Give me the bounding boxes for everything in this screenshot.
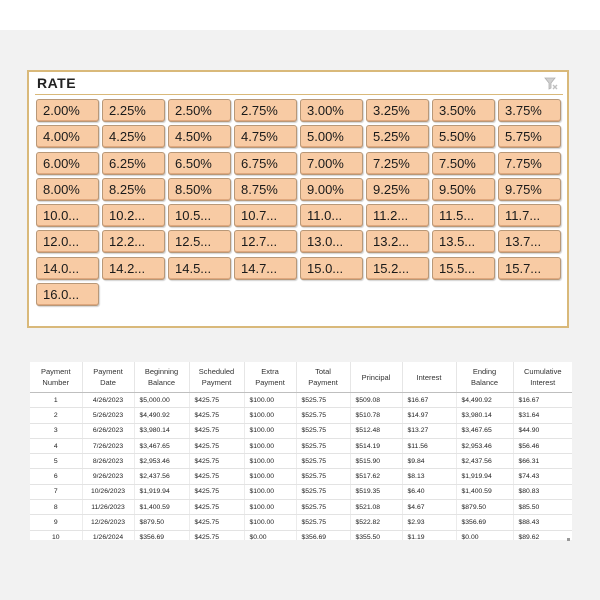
table-cell: 7/26/2023 [82,438,134,453]
table-cell: $100.00 [244,454,296,469]
table-cell: $3,980.14 [456,408,513,423]
table-cell: $80.83 [513,484,572,499]
table-cell: $3,467.65 [134,438,189,453]
table-cell: $74.43 [513,469,572,484]
table-cell: $425.75 [189,438,244,453]
table-cell: $56.46 [513,438,572,453]
table-cell: $525.75 [296,438,350,453]
table-cell: $525.75 [296,500,350,515]
table-cell: $522.82 [350,515,402,530]
rate-button[interactable]: 11.2... [366,204,429,227]
rate-button[interactable]: 16.0... [36,283,99,306]
rate-button[interactable]: 6.50% [168,152,231,175]
table-cell: $519.35 [350,484,402,499]
column-header: Payment Number [30,362,82,393]
table-row [30,484,572,499]
table-cell: $356.69 [456,515,513,530]
table-cell: $44.90 [513,423,572,438]
rate-button[interactable]: 12.5... [168,230,231,253]
table-cell: $5,000.00 [134,393,189,408]
column-header: Extra Payment [244,362,296,393]
table-cell: $525.75 [296,454,350,469]
rate-button[interactable]: 7.25% [366,152,429,175]
table-cell: $100.00 [244,408,296,423]
rate-button[interactable]: 2.50% [168,99,231,122]
table-cell: 6/26/2023 [82,423,134,438]
table-cell: $3,980.14 [134,423,189,438]
table-cell: $6.40 [402,484,456,499]
rate-button[interactable]: 5.25% [366,125,429,148]
resize-handle[interactable] [567,538,570,541]
rate-slicer [27,70,569,328]
rate-button[interactable]: 7.00% [300,152,363,175]
table-cell: $356.69 [296,530,350,540]
rate-button[interactable]: 3.25% [366,99,429,122]
rate-button[interactable]: 12.2... [102,230,165,253]
rate-button[interactable]: 14.7... [234,257,297,280]
table-cell: $4,490.92 [134,408,189,423]
table-cell: $85.50 [513,500,572,515]
table-cell: $425.75 [189,515,244,530]
table-cell: $16.67 [402,393,456,408]
column-header: Scheduled Payment [189,362,244,393]
filter-clear-icon[interactable] [543,76,559,92]
table-cell: $89.62 [513,530,572,540]
table-cell: 1/26/2024 [82,530,134,540]
table-cell: 4/26/2023 [82,393,134,408]
rate-button[interactable]: 5.50% [432,125,495,148]
rate-button[interactable]: 9.00% [300,178,363,201]
table-cell: $525.75 [296,469,350,484]
table-cell: 12/26/2023 [82,515,134,530]
rate-button[interactable]: 10.0... [36,204,99,227]
table-cell: $879.50 [456,500,513,515]
table-cell: 1 [30,393,82,408]
rate-button[interactable]: 10.2... [102,204,165,227]
table-cell: $425.75 [189,484,244,499]
rate-button[interactable]: 3.75% [498,99,561,122]
rate-button[interactable]: 3.00% [300,99,363,122]
table-cell: $100.00 [244,438,296,453]
table-row [30,408,572,423]
table-cell: $425.75 [189,530,244,540]
rate-button[interactable]: 14.0... [36,257,99,280]
table-cell: 2 [30,408,82,423]
table-cell: $31.64 [513,408,572,423]
rate-button[interactable]: 8.50% [168,178,231,201]
table-cell: $879.50 [134,515,189,530]
table-cell: $517.62 [350,469,402,484]
table-cell: $100.00 [244,469,296,484]
rate-button[interactable]: 2.00% [36,99,99,122]
table-cell: $356.69 [134,530,189,540]
table-header-row [30,362,572,393]
rate-button[interactable]: 5.75% [498,125,561,148]
table-cell: $515.90 [350,454,402,469]
table-cell: $525.75 [296,393,350,408]
table-row [30,530,572,540]
rate-button[interactable]: 7.75% [498,152,561,175]
table-cell: $509.08 [350,393,402,408]
table-cell: $2,437.56 [134,469,189,484]
table-cell: 8/26/2023 [82,454,134,469]
table-row [30,515,572,530]
rate-button[interactable]: 6.25% [102,152,165,175]
table-cell: $100.00 [244,500,296,515]
table-cell: $355.50 [350,530,402,540]
table-cell: $100.00 [244,423,296,438]
slicer-header [35,74,563,95]
table-cell: $8.13 [402,469,456,484]
table-cell: 9 [30,515,82,530]
rate-button[interactable]: 6.00% [36,152,99,175]
table-cell: $2,953.46 [456,438,513,453]
rate-button[interactable]: 4.50% [168,125,231,148]
table-cell: 10/26/2023 [82,484,134,499]
column-header: Total Payment [296,362,350,393]
table-cell: $14.97 [402,408,456,423]
table-cell: $510.78 [350,408,402,423]
rate-button[interactable]: 15.5... [432,257,495,280]
table-cell: $425.75 [189,454,244,469]
rate-button[interactable]: 8.00% [36,178,99,201]
rate-button[interactable]: 8.75% [234,178,297,201]
table-cell: 5/26/2023 [82,408,134,423]
table-cell: $1,919.94 [456,469,513,484]
rate-button[interactable]: 12.7... [234,230,297,253]
column-header: Beginning Balance [134,362,189,393]
rate-button[interactable]: 4.00% [36,125,99,148]
table-cell: $1,400.59 [134,500,189,515]
table-cell: $100.00 [244,393,296,408]
table-cell: 10 [30,530,82,540]
table-cell: $425.75 [189,500,244,515]
rate-button[interactable]: 11.0... [300,204,363,227]
rate-button[interactable]: 15.7... [498,257,561,280]
rate-button[interactable]: 13.2... [366,230,429,253]
table-cell: $1,400.59 [456,484,513,499]
table-cell: $512.48 [350,423,402,438]
table-row [30,454,572,469]
table-cell: $425.75 [189,393,244,408]
table-cell: $13.27 [402,423,456,438]
table-cell: 8 [30,500,82,515]
rate-button[interactable]: 15.2... [366,257,429,280]
table-cell: $525.75 [296,515,350,530]
table-cell: $4,490.92 [456,393,513,408]
column-header: Interest [402,362,456,393]
table-cell: $525.75 [296,484,350,499]
column-header: Payment Date [82,362,134,393]
table-cell: $16.67 [513,393,572,408]
table-cell: $2,437.56 [456,454,513,469]
rate-button-grid [36,99,564,306]
table-cell: $0.00 [456,530,513,540]
table-cell: $525.75 [296,423,350,438]
rate-button[interactable]: 3.50% [432,99,495,122]
table-cell: 5 [30,454,82,469]
rate-button[interactable]: 10.5... [168,204,231,227]
rate-button[interactable]: 13.5... [432,230,495,253]
table-cell: $0.00 [244,530,296,540]
rate-button[interactable]: 9.75% [498,178,561,201]
table-row [30,469,572,484]
table-cell: $2,953.46 [134,454,189,469]
table-row [30,500,572,515]
top-margin [0,0,600,30]
table-cell: $425.75 [189,469,244,484]
rate-button[interactable]: 9.50% [432,178,495,201]
table-row [30,438,572,453]
rate-button[interactable]: 2.75% [234,99,297,122]
table-cell: $1.19 [402,530,456,540]
table-body [30,393,572,541]
rate-button[interactable]: 13.0... [300,230,363,253]
rate-button[interactable]: 14.2... [102,257,165,280]
table-cell: $88.43 [513,515,572,530]
table-cell: 3 [30,423,82,438]
rate-button[interactable]: 7.50% [432,152,495,175]
table-cell: 6 [30,469,82,484]
rate-button[interactable]: 4.25% [102,125,165,148]
table-cell: $11.56 [402,438,456,453]
slicer-title: RATE [37,75,77,91]
table-cell: $4.67 [402,500,456,515]
rate-button[interactable]: 12.0... [36,230,99,253]
column-header: Ending Balance [456,362,513,393]
table-cell: $66.31 [513,454,572,469]
table-cell: $514.19 [350,438,402,453]
rate-button[interactable]: 11.5... [432,204,495,227]
rate-button[interactable]: 8.25% [102,178,165,201]
rate-button[interactable]: 5.00% [300,125,363,148]
rate-button[interactable]: 9.25% [366,178,429,201]
table-cell: $9.84 [402,454,456,469]
rate-button[interactable]: 2.25% [102,99,165,122]
rate-button[interactable]: 6.75% [234,152,297,175]
table-row [30,393,572,408]
table-row [30,423,572,438]
table-cell: $2.93 [402,515,456,530]
table-cell: $425.75 [189,423,244,438]
amortization-table [30,362,572,540]
rate-button[interactable]: 10.7... [234,204,297,227]
rate-button[interactable]: 4.75% [234,125,297,148]
table-cell: $3,467.65 [456,423,513,438]
table-cell: 11/26/2023 [82,500,134,515]
table-cell: 7 [30,484,82,499]
column-header: Cumulative Interest [513,362,572,393]
table-cell: $100.00 [244,484,296,499]
table-cell: $525.75 [296,408,350,423]
column-header: Principal [350,362,402,393]
table-cell: $1,919.94 [134,484,189,499]
table-cell: 4 [30,438,82,453]
amortization-table-container [30,362,572,540]
table-cell: $100.00 [244,515,296,530]
table-cell: $521.08 [350,500,402,515]
rate-button[interactable]: 14.5... [168,257,231,280]
table-cell: $425.75 [189,408,244,423]
rate-button[interactable]: 11.7... [498,204,561,227]
rate-button[interactable]: 15.0... [300,257,363,280]
rate-button[interactable]: 13.7... [498,230,561,253]
table-cell: 9/26/2023 [82,469,134,484]
